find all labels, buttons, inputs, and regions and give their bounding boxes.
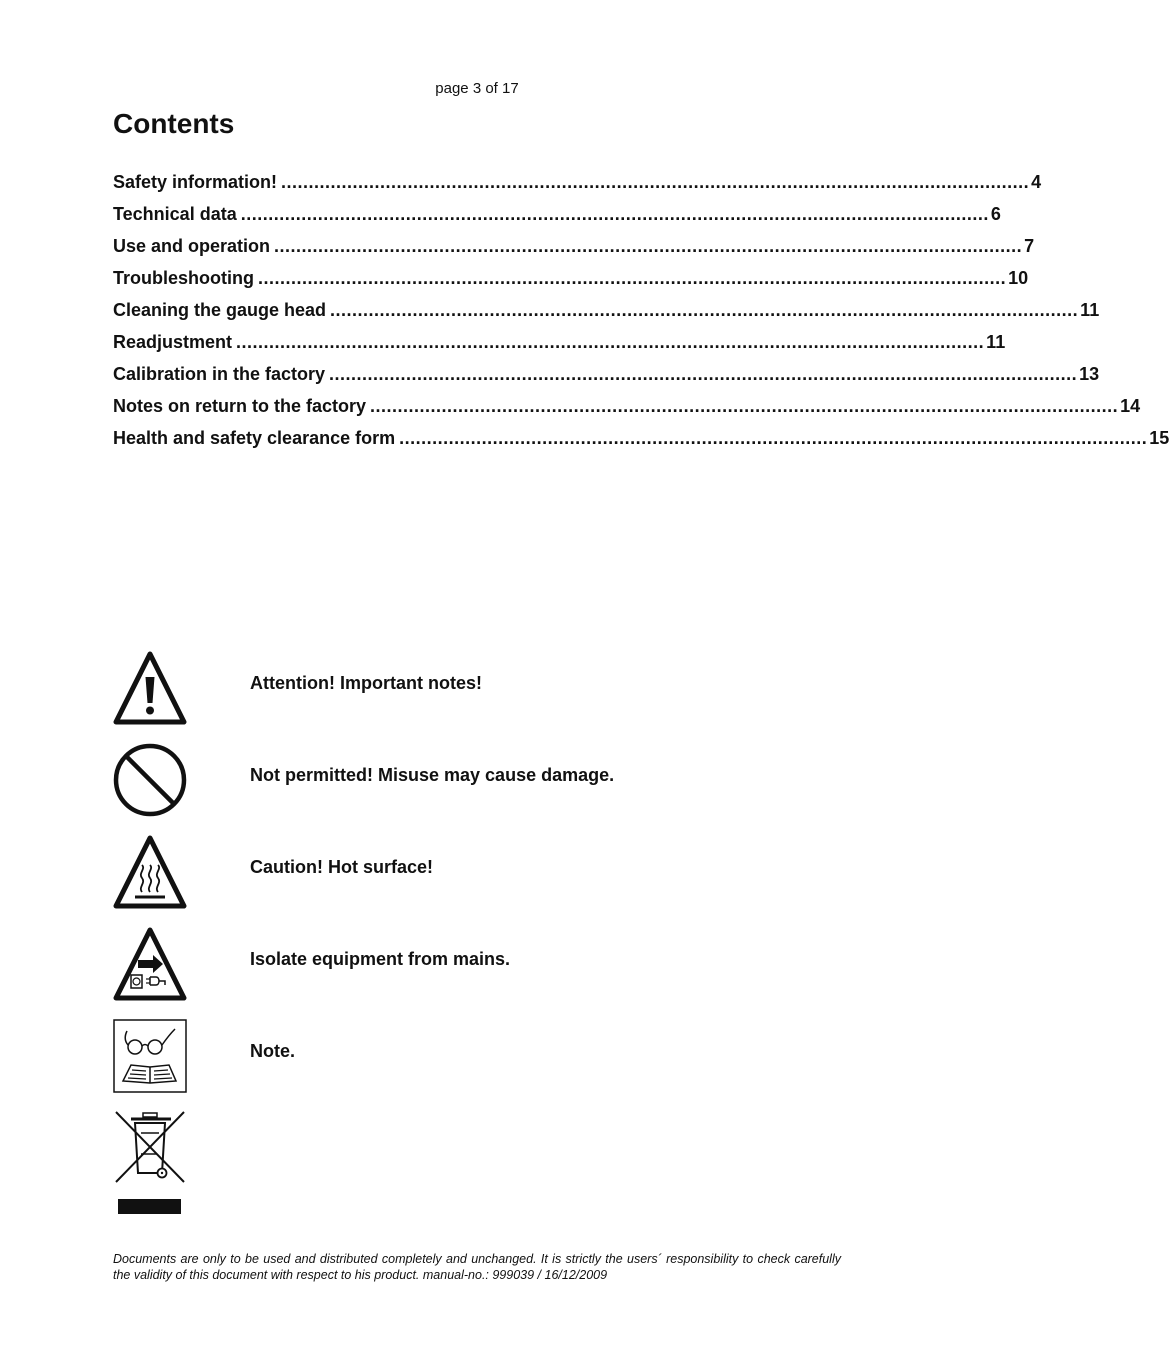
symbol-description: Note. — [250, 1041, 295, 1061]
toc-entry-label: Safety information! — [113, 172, 278, 192]
toc-entry-page: 11 — [986, 332, 1006, 352]
toc-entry-label: Notes on return to the factory — [113, 396, 367, 416]
page-title: Contents — [113, 108, 235, 139]
toc-leader-dots: ........................................................................................................................................ — [399, 428, 1148, 448]
toc-entry-label: Cleaning the gauge head — [113, 300, 327, 320]
toc-leader-dots: ........................................................................................................................................ — [370, 396, 1119, 416]
toc-entry-troubleshooting[interactable] — [113, 268, 1029, 300]
toc-entry-page: 13 — [1079, 364, 1100, 384]
toc-entry-page: 11 — [1080, 300, 1100, 320]
toc-entry-technical-data[interactable] — [113, 204, 1001, 236]
toc-entry-page: 14 — [1120, 396, 1141, 416]
isolate-mains-icon — [113, 927, 187, 1001]
toc-entry-calibration-in-the-factory[interactable] — [113, 364, 1100, 396]
hot-surface-icon — [113, 835, 187, 909]
toc-entry-readjustment[interactable] — [113, 332, 1006, 364]
symbol-description: Caution! Hot surface! — [250, 857, 434, 877]
symbol-row-note — [113, 1019, 841, 1095]
toc-entry-label: Calibration in the factory — [113, 364, 326, 384]
toc-leader-dots: ........................................................................................................................................ — [330, 300, 1079, 320]
toc-leader-dots: ........................................................................................................................................ — [329, 364, 1078, 384]
symbol-row-attention — [113, 651, 841, 727]
toc-leader-dots: ........................................................................................................................................ — [236, 332, 985, 352]
symbol-row-weee — [113, 1109, 841, 1217]
footer-disclaimer: Documents are only to be used and distributed completely and unchanged. It is strictly the users´ responsibility to check carefully the validity of this document with respect to his product. manual-no.: 999039 / 16/12/2009 — [113, 1252, 841, 1282]
warning-triangle-icon — [113, 651, 187, 725]
symbol-row-isolate-mains — [113, 927, 841, 1003]
toc-entry-label: Health and safety clearance form — [113, 428, 396, 448]
symbol-row-not-permitted — [113, 743, 841, 819]
symbol-row-hot-surface — [113, 835, 841, 911]
weee-crossed-bin-icon — [113, 1109, 187, 1217]
toc-entry-safety-information[interactable] — [113, 172, 1042, 204]
table-of-contents — [113, 172, 1169, 460]
toc-entry-health-and-safety-form[interactable] — [113, 428, 1169, 460]
toc-entry-page: 10 — [1008, 268, 1029, 288]
toc-leader-dots: ........................................................................................................................................ — [281, 172, 1030, 192]
symbol-description: Not permitted! Misuse may cause damage. — [250, 765, 615, 785]
toc-entry-page: 6 — [990, 204, 1001, 224]
prohibited-icon — [113, 743, 187, 817]
symbol-description: Attention! Important notes! — [250, 673, 482, 693]
toc-entry-label: Troubleshooting — [113, 268, 254, 288]
toc-entry-use-and-operation[interactable] — [113, 236, 1035, 268]
toc-entry-label: Technical data — [113, 204, 237, 224]
toc-entry-notes-on-return[interactable] — [113, 396, 1141, 428]
toc-entry-label: Use and operation — [113, 236, 271, 256]
toc-entry-page: 15 — [1149, 428, 1169, 448]
toc-leader-dots: ........................................................................................................................................ — [274, 236, 1023, 256]
page-number: page 3 of 17 — [435, 80, 519, 97]
toc-entry-page: 7 — [1024, 236, 1035, 256]
toc-entry-label: Readjustment — [113, 332, 233, 352]
toc-leader-dots: ........................................................................................................................................ — [258, 268, 1007, 288]
toc-entry-page: 4 — [1031, 172, 1042, 192]
note-glasses-book-icon — [113, 1019, 187, 1093]
toc-entry-cleaning-the-gauge-head[interactable] — [113, 300, 1100, 332]
symbol-description: Isolate equipment from mains. — [250, 949, 511, 969]
toc-leader-dots: ........................................................................................................................................ — [240, 204, 989, 224]
